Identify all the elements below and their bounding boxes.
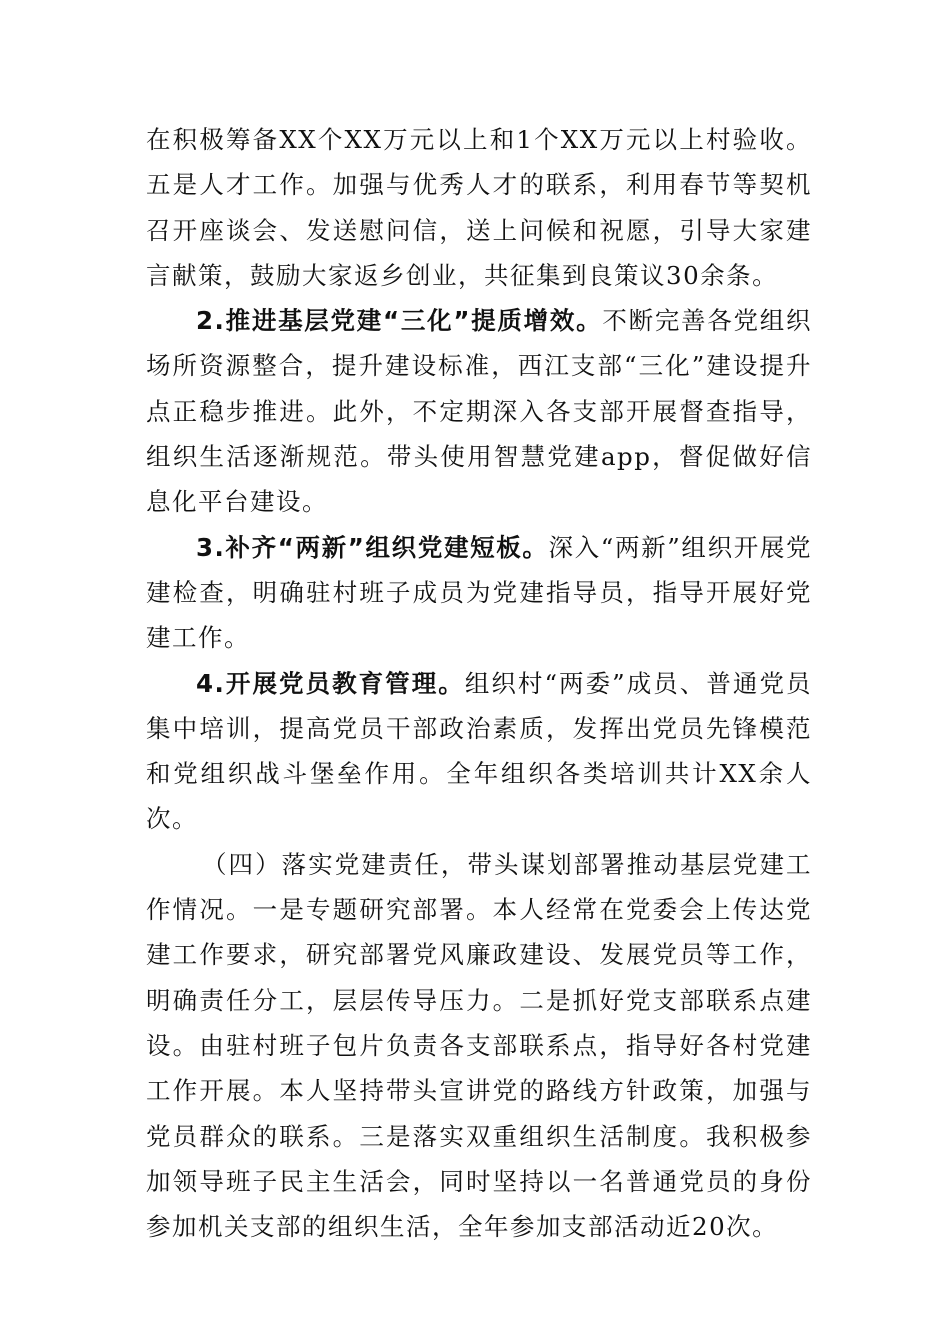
body-two-new-organizations: 深入“两新”组织开展党建检查，明确驻村班子成员为党建指导员，指导开展好党建工作。 — [146, 532, 812, 653]
paragraph-talent-work: 在积极筹备XX个XX万元以上和1个XX万元以上村验收。五是人才工作。加强与优秀人才的联系，利用春节等契机召开座谈会、发送慰问信，送上问候和祝愿，引导大家建言献策，鼓励大家返乡创业，共征集到良策议30余条。 — [146, 125, 812, 290]
paragraph-two-new-organizations — [146, 525, 812, 661]
heading-two-new-organizations: 3.补齐“两新”组织党建短板。 — [196, 532, 549, 562]
paragraph-party-responsibility: （四）落实党建责任，带头谋划部署推动基层党建工作情况。一是专题研究部署。本人经常在党委会上传达党建工作要求，研究部署党风廉政建设、发展党员等工作，明确责任分工，层层传导压力。二是抓好党支部联系点建设。由驻村班子包片负责各支部联系点，指导好各村党建工作开展。本人坚持带头宣讲党的路线方针政策，加强与党员群众的联系。三是落实双重组织生活制度。我积极参加领导班子民主生活会，同时坚持以一名普通党员的身份参加机关支部的组织生活，全年参加支部活动近20次。 — [146, 849, 812, 1242]
heading-three-modernizations: 2.推进基层党建“三化”提质增效。 — [196, 306, 603, 336]
paragraph-member-education — [146, 661, 812, 842]
heading-member-education: 4.开展党员教育管理。 — [196, 668, 465, 698]
body-member-education: 组织村“两委”成员、普通党员集中培训，提高党员干部政治素质，发挥出党员先锋模范和党组织战斗堡垒作用。全年组织各类培训共计XX余人次。 — [146, 668, 812, 834]
body-three-modernizations: 不断完善各党组织场所资源整合，提升建设标准，西江支部“三化”建设提升点正稳步推进。此外，不定期深入各支部开展督查指导，组织生活逐渐规范。带头使用智慧党建app，督促做好信息化平台建设。 — [146, 306, 812, 517]
paragraph-three-modernizations — [146, 298, 812, 524]
document-body — [146, 117, 812, 1249]
